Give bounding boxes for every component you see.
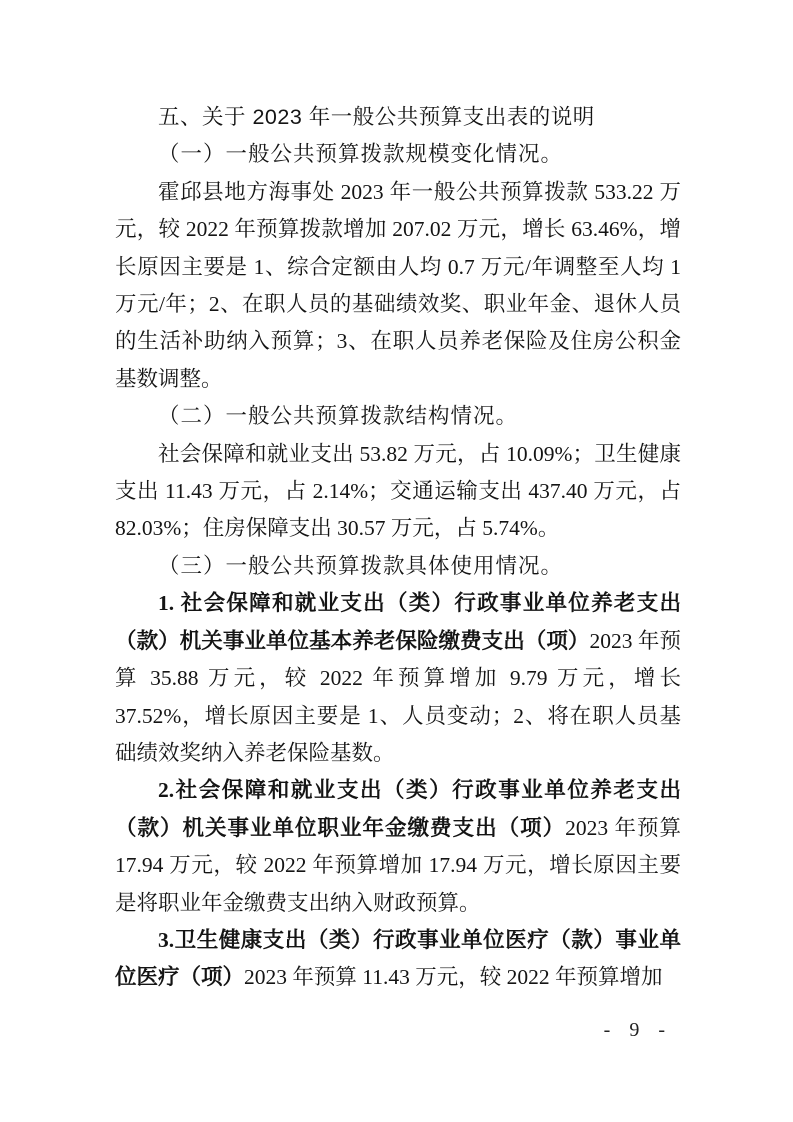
- numbered-item-1-body: 2023 年预算 35.88 万元，较 2022 年预算增加 9.79 万元，增长 37.52%，增长原因主要是 1、人员变动；2、将在职人员基础绩效奖纳入养老保险基数。: [115, 628, 681, 765]
- numbered-item-2-lead: 2.社会保障和就业支出（类）行政事业单位养老支出（款）机关事业单位职业年金缴费支出（项）: [115, 778, 681, 840]
- subsection-heading-1: （一）一般公共预算拨款规模变化情况。: [158, 142, 564, 167]
- paragraph-funding-structure: 社会保障和就业支出 53.82 万元，占 10.09%；卫生健康支出 11.43 万元，占 2.14%；交通运输支出 437.40 万元，占 82.03%；住房保障支出 30.57 万元，占 5.74%。: [115, 441, 681, 541]
- numbered-item-2-body: 2023 年预算 17.94 万元，较 2022 年预算增加 17.94 万元，增长原因主要是将职业年金缴费支出纳入财政预算。: [115, 815, 681, 915]
- section-heading-5: 五、关于 2023 年一般公共预算支出表的说明: [158, 105, 595, 129]
- numbered-item-3: [115, 922, 681, 997]
- numbered-item-1-lead: 1. 社会保障和就业支出（类）行政事业单位养老支出（款）机关事业单位基本养老保险缴费支出（项）: [115, 591, 681, 653]
- paragraph-funding-scale-change: 霍邱县地方海事处 2023 年一般公共预算拨款 533.22 万元，较 2022 年预算拨款增加 207.02 万元，增长 63.46%，增长原因主要是 1、综合定额由人均 0.7 万元/年调整至人均 1 万元/年；2、在职人员的基础绩效奖、职业年金、退休人员的生活补助纳入预算；3、在职人员养老保险及住房公积金基数调整。: [115, 179, 681, 391]
- subsection-heading-3: （三）一般公共预算拨款具体使用情况。: [158, 553, 564, 578]
- numbered-item-2: [115, 772, 681, 922]
- page-number: - 9 -: [603, 1019, 672, 1041]
- numbered-item-3-body: 2023 年预算 11.43 万元，较 2022 年预算增加: [244, 965, 663, 990]
- numbered-item-3-lead: 3.卫生健康支出（类）行政事业单位医疗（款）事业单位医疗（项）: [115, 927, 681, 990]
- numbered-item-1: [115, 585, 681, 772]
- subsection-heading-2: （二）一般公共预算拨款结构情况。: [158, 404, 519, 429]
- document-body: [115, 99, 681, 997]
